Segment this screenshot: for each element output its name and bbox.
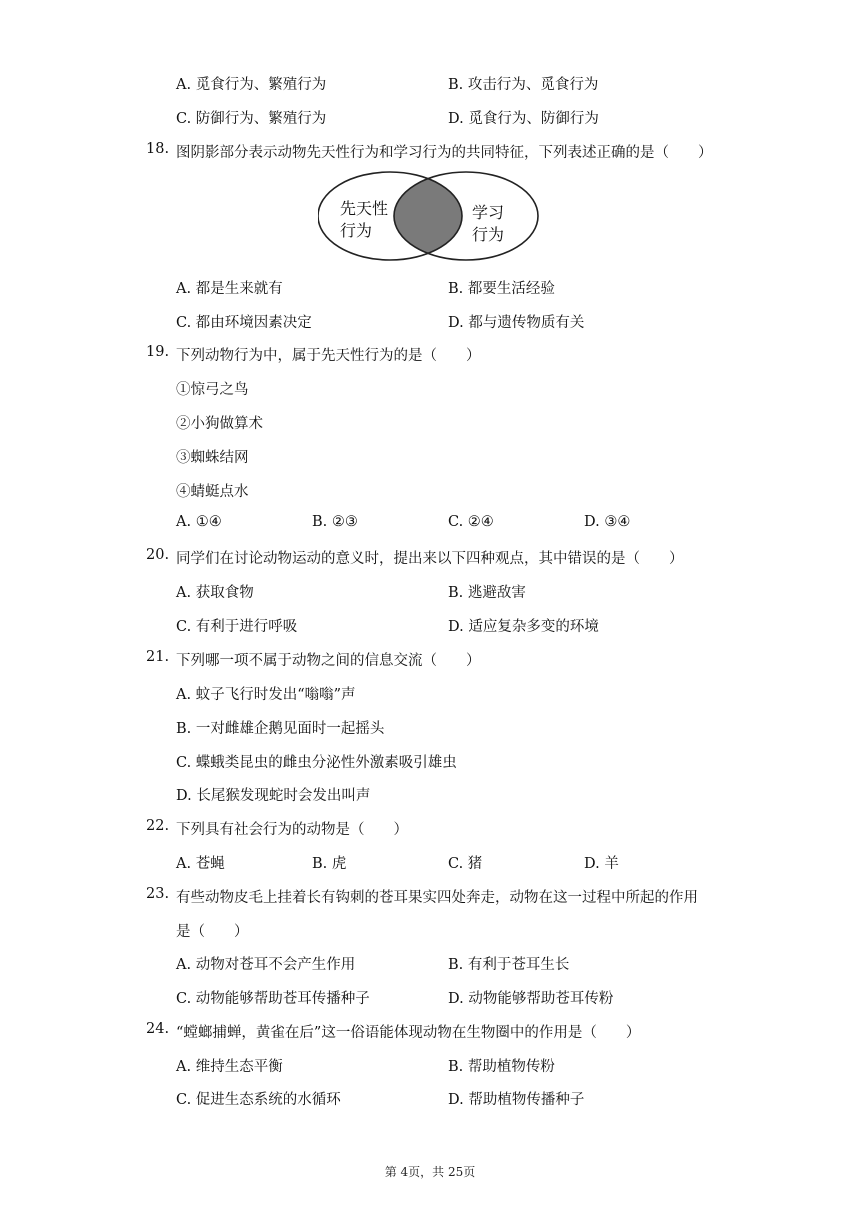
q22-stem: 下列具有社会行为的动物是（ ） bbox=[176, 822, 408, 838]
q24-number: 24. bbox=[146, 1021, 170, 1037]
q20-stem: 同学们在讨论动物运动的意义时，提出来以下四种观点，其中错误的是（ ） bbox=[176, 551, 684, 567]
q21-option-b: B. 一对雌雄企鹅见面时一起摇头 bbox=[176, 721, 385, 737]
q22-option-d: D. 羊 bbox=[584, 856, 619, 872]
q17-option-d: D. 觅食行为、防御行为 bbox=[448, 111, 599, 127]
q21-number: 21. bbox=[146, 649, 170, 665]
q18-option-d: D. 都与遗传物质有关 bbox=[448, 315, 585, 331]
q19-item-2: ②小狗做算术 bbox=[176, 416, 263, 432]
q19-item-1: ①惊弓之鸟 bbox=[176, 382, 249, 398]
q18-number: 18. bbox=[146, 141, 170, 157]
q17-option-c: C. 防御行为、繁殖行为 bbox=[176, 111, 327, 127]
q21-option-c: C. 蝶蛾类昆虫的雌虫分泌性外激素吸引雄虫 bbox=[176, 755, 457, 771]
q21-option-d: D. 长尾猴发现蛇时会发出叫声 bbox=[176, 788, 371, 804]
q20-option-a: A. 获取食物 bbox=[176, 585, 254, 601]
q17-option-a: A. 觅食行为、繁殖行为 bbox=[176, 77, 327, 93]
q19-stem: 下列动物行为中，属于先天性行为的是（ ） bbox=[176, 348, 481, 364]
q23-number: 23. bbox=[146, 886, 170, 902]
q21-stem: 下列哪一项不属于动物之间的信息交流（ ） bbox=[176, 653, 481, 669]
q20-option-b: B. 逃避敌害 bbox=[448, 585, 526, 601]
q18-option-a: A. 都是生来就有 bbox=[176, 281, 283, 297]
q23-stem-line-1: 有些动物皮毛上挂着长有钩刺的苍耳果实四处奔走，动物在这一过程中所起的作用 bbox=[176, 890, 698, 906]
q22-option-b: B. 虎 bbox=[312, 856, 347, 872]
q20-number: 20. bbox=[146, 547, 170, 563]
q18-option-c: C. 都由环境因素决定 bbox=[176, 315, 312, 331]
q19-number: 19. bbox=[146, 344, 170, 360]
q18-option-b: B. 都要生活经验 bbox=[448, 281, 555, 297]
q19-option-b: B. ②③ bbox=[312, 514, 358, 530]
q18-stem: 图阴影部分表示动物先天性行为和学习行为的共同特征，下列表述正确的是（ ） bbox=[176, 145, 713, 161]
q19-option-c: C. ②④ bbox=[448, 514, 494, 530]
q23-option-b: B. 有利于苍耳生长 bbox=[448, 957, 570, 973]
q24-option-b: B. 帮助植物传粉 bbox=[448, 1059, 555, 1075]
q24-option-d: D. 帮助植物传播种子 bbox=[448, 1092, 585, 1108]
q23-option-c: C. 动物能够帮助苍耳传播种子 bbox=[176, 991, 370, 1007]
venn-right-label-2: 行为 bbox=[472, 225, 505, 244]
q19-item-3: ③蜘蛛结网 bbox=[176, 450, 249, 466]
venn-left-label-1: 先天性 bbox=[340, 199, 389, 218]
q20-option-c: C. 有利于进行呼吸 bbox=[176, 619, 298, 635]
q19-option-d: D. ③④ bbox=[584, 514, 631, 530]
page-footer: 第 4页，共 25页 bbox=[384, 1165, 476, 1179]
venn-left-label-2: 行为 bbox=[340, 221, 373, 240]
q24-option-a: A. 维持生态平衡 bbox=[176, 1059, 283, 1075]
q19-option-a: A. ①④ bbox=[176, 514, 222, 530]
q19-item-4: ④蜻蜓点水 bbox=[176, 484, 249, 500]
venn-diagram bbox=[318, 170, 542, 264]
q21-option-a: A. 蚊子飞行时发出“嗡嗡”声 bbox=[176, 687, 356, 703]
q22-option-c: C. 猪 bbox=[448, 856, 483, 872]
q17-option-b: B. 攻击行为、觅食行为 bbox=[448, 77, 599, 93]
q23-stem-line-2: 是（ ） bbox=[176, 924, 249, 940]
q22-number: 22. bbox=[146, 818, 170, 834]
q23-option-a: A. 动物对苍耳不会产生作用 bbox=[176, 957, 356, 973]
venn-right-label-1: 学习 bbox=[472, 203, 505, 222]
q22-option-a: A. 苍蝇 bbox=[176, 856, 225, 872]
q24-option-c: C. 促进生态系统的水循环 bbox=[176, 1092, 341, 1108]
q20-option-d: D. 适应复杂多变的环境 bbox=[448, 619, 599, 635]
q24-stem: “螳螂捕蝉，黄雀在后”这一俗语能体现动物在生物圈中的作用是（ ） bbox=[176, 1025, 641, 1041]
q23-option-d: D. 动物能够帮助苍耳传粉 bbox=[448, 991, 614, 1007]
